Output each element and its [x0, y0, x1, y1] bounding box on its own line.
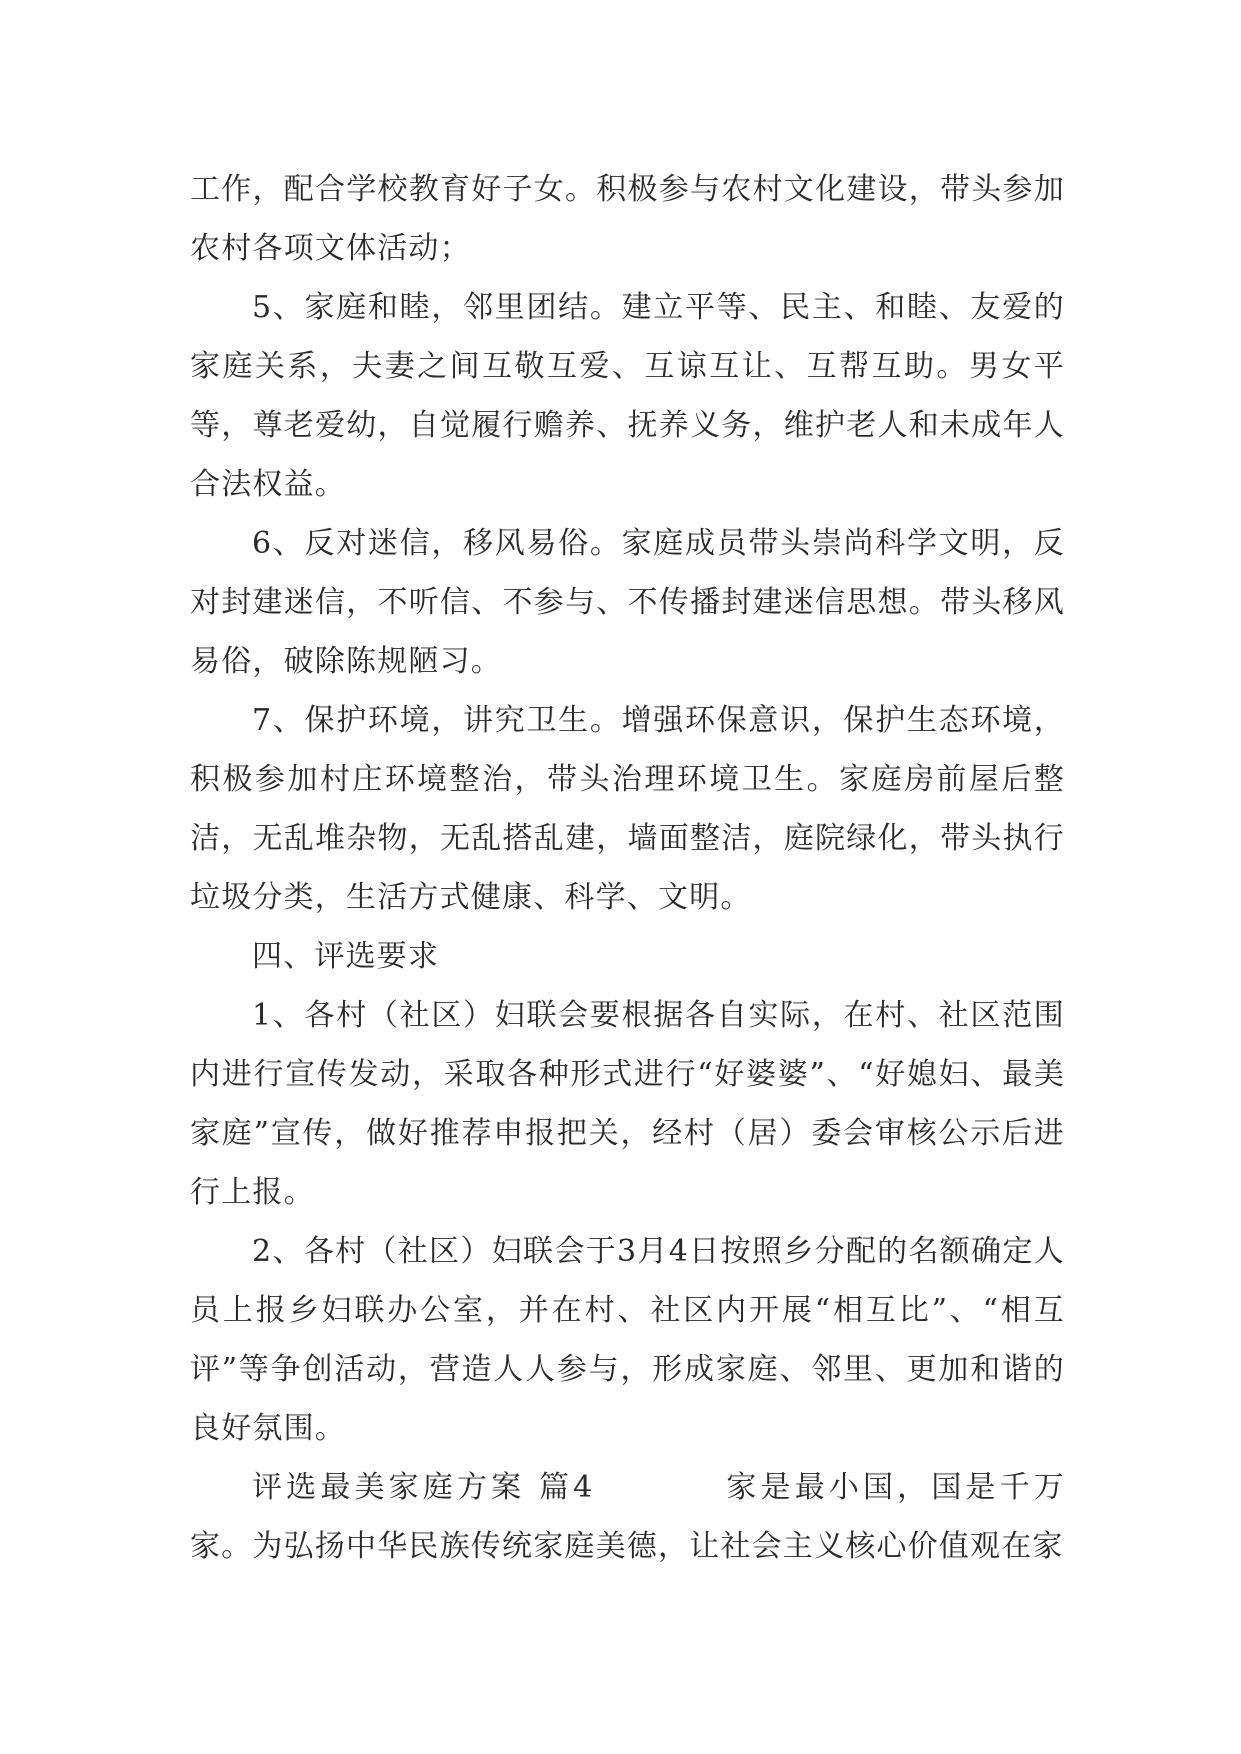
paragraph-section-4 [190, 1458, 1065, 1576]
document-body [190, 160, 1065, 1576]
section-heading-requirements: 四、评选要求 [252, 939, 440, 974]
section-4-heading: 评选最美家庭方案 篇4 [252, 1470, 594, 1505]
paragraph-item-7: 7、保护环境，讲究卫生。增强环保意识，保护生态环境，积极参加村庄环境整治，带头治理环境卫生。家庭房前屋后整洁，无乱堆杂物，无乱搭乱建，墙面整洁，庭院绿化，带头执行垃圾分类，生活方式健康、科学、文明。 [190, 703, 1065, 915]
section-4-text: 家是最小国，国是千万家。为弘扬中华民族传统家庭美德，让社会主义核心价值观在家 [190, 1470, 1066, 1564]
paragraph-requirement-1: 1、各村（社区）妇联会要根据各自实际，在村、社区范围内进行宣传发动，采取各种形式进行“好婆婆”、“好媳妇、最美家庭”宣传，做好推荐申报把关，经村（居）委会审核公示后进行上报。 [190, 998, 1065, 1210]
paragraph-continuation: 工作，配合学校教育好子女。积极参与农村文化建设，带头参加农村各项文体活动； [190, 172, 1065, 266]
paragraph-item-5: 5、家庭和睦，邻里团结。建立平等、民主、和睦、友爱的家庭关系，夫妻之间互敬互爱、互谅互让、互帮互助。男女平等，尊老爱幼，自觉履行赡养、抚养义务，维护老人和未成年人合法权益。 [190, 290, 1065, 502]
paragraph-item-6: 6、反对迷信，移风易俗。家庭成员带头崇尚科学文明，反对封建迷信，不听信、不参与、不传播封建迷信思想。带头移风易俗，破除陈规陋习。 [190, 526, 1065, 679]
paragraph-requirement-2: 2、各村（社区）妇联会于3月4日按照乡分配的名额确定人员上报乡妇联办公室，并在村、社区内开展“相互比”、“相互评”等争创活动，营造人人参与，形成家庭、邻里、更加和谐的良好氛围。 [190, 1234, 1065, 1446]
